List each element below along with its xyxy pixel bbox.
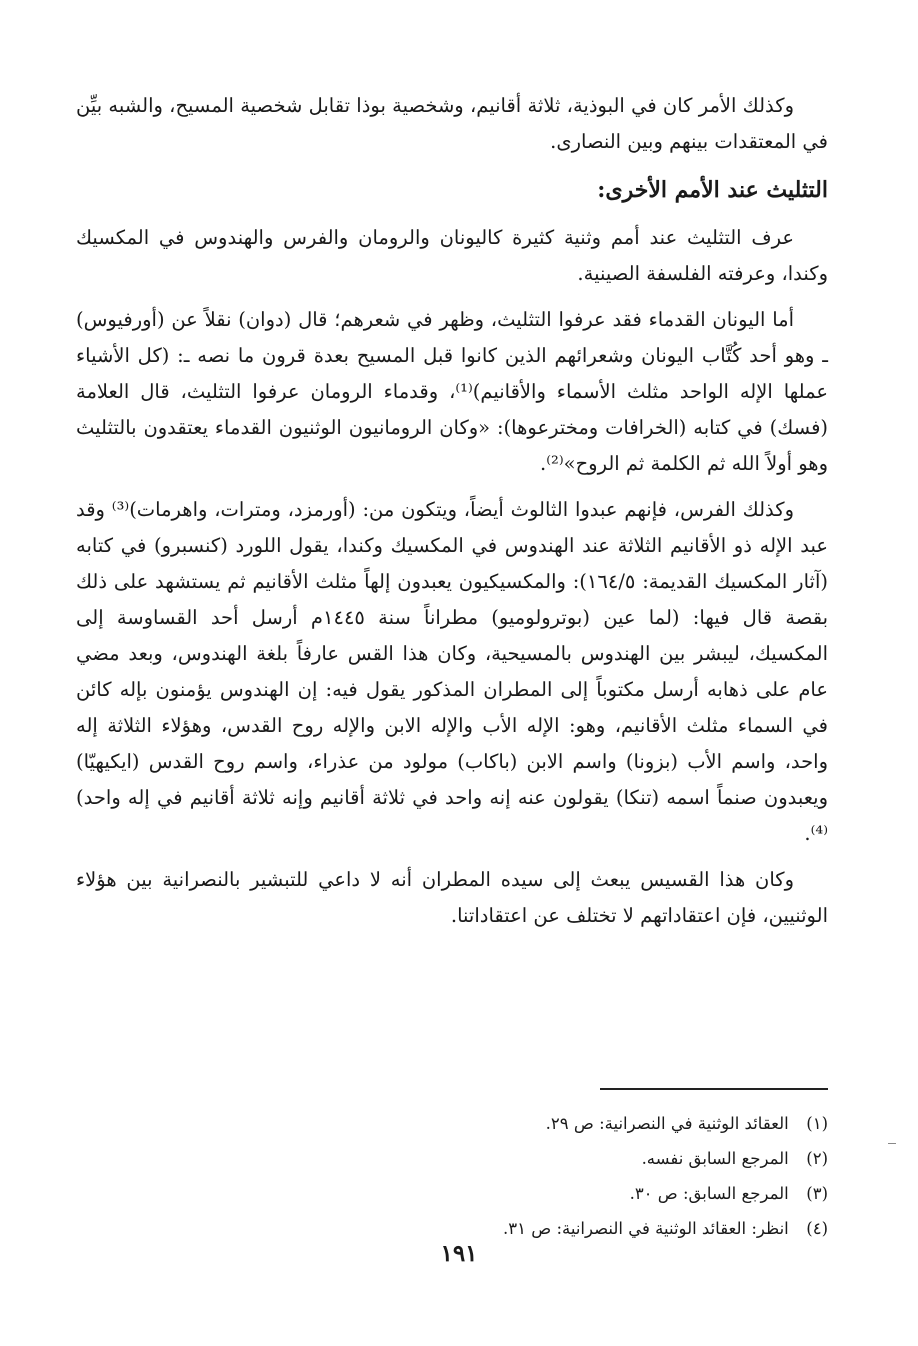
footnote-number: (١) [806, 1114, 828, 1133]
paragraph-greeks-romans: أما اليونان القدماء فقد عرفوا التثليث، وظهر في شعرهم؛ قال (دوان) نقلاً عن (أورفيوس) ـ وهو أحد كُتَّاب اليونان وشعرائهم الذين كانوا قبل المسيح بعدة قرون ما نصه ـ: (كل الأشياء عملها الإله الواحد مثلث الأسماء والأقانيم)⁽¹⁾، وقدماء الرومان عرفوا التثليث، قال العلامة (فسك) في كتابه (الخرافات ومخترعوها): «وكان الرومانيون الوثنيون القدماء يعتقدون بالتثليث وهو أولاً الله ثم الكلمة ثم الروح»⁽²⁾. [76, 308, 828, 475]
scan-edge-mark [888, 1143, 896, 1144]
page-body [76, 88, 828, 934]
footnote-number: (٤) [806, 1219, 828, 1238]
paragraph-buddhism: وكذلك الأمر كان في البوذية، ثلاثة أقانيم، وشخصية بوذا تقابل شخصية المسيح، والشبه بيِّن في المعتقدات بينهم وبين النصارى. [76, 94, 828, 153]
paragraph-persians-mexico: وكذلك الفرس، فإنهم عبدوا الثالوث أيضاً، ويتكون من: (أورمزد، ومترات، واهرمات)⁽³⁾ وقد عبد الإله ذو الأقانيم الثلاثة عند الهندوس في المكسيك وكندا، يقول اللورد (كنسبرو) في كتابه (آثار المكسيك القديمة: ١٦٤/٥): والمكسيكيون يعبدون إلهاً مثلث الأقانيم ثم يستشهد على ذلك بقصة قال فيها: (لما عين (بوترولوميو) مطراناً سنة ١٤٤٥م أرسل أحد القساوسة إلى المكسيك، ليبشر بين الهندوس بالمسيحية، وكان هذا القس عارفاً بلغة الهندوس، وبعد مضي عام على ذهابه أرسل مكتوباً إلى المطران المذكور يقول فيه: إن الهندوس يؤمنون بإله كائن في السماء مثلث الأقانيم، وهو: الإله الأب والإله الابن والإله روح القدس، وهؤلاء الثلاثة إله واحد، واسم الأب (بزونا) واسم الابن (باكاب) مولود من عذراء، واسم روح القدس (ايكيهيّا) ويعبدون صنماً اسمه (تنكا) يقولون عنه إنه واحد في ثلاثة أقانيم وإنه ثلاثة أقانيم في إله واحد)⁽⁴⁾. [76, 498, 828, 845]
page-number: ١٩١ [440, 1240, 478, 1267]
footnote-number: (٢) [806, 1149, 828, 1168]
footnote-item [228, 1141, 828, 1176]
footnote-text: المرجع السابق: ص ٣٠. [629, 1184, 789, 1203]
footnote-item [228, 1176, 828, 1211]
footnote-divider [600, 1088, 828, 1090]
section-heading: التثليث عند الأمم الأخرى: [597, 177, 828, 203]
footnote-text: انظر: العقائد الوثنية في النصرانية: ص ٣١. [503, 1219, 789, 1238]
paragraph-conclusion: وكان هذا القسيس يبعث إلى سيده المطران أنه لا داعي للتبشير بالنصرانية بين هؤلاء الوثنيين، فإن اعتقاداتهم لا تختلف عن اعتقاداتنا. [76, 868, 828, 927]
footnotes-list [228, 1106, 828, 1246]
footnote-item [228, 1106, 828, 1141]
footnote-number: (٣) [806, 1184, 828, 1203]
footnote-text: العقائد الوثنية في النصرانية: ص ٢٩. [545, 1114, 789, 1133]
footnote-text: المرجع السابق نفسه. [641, 1149, 789, 1168]
paragraph-intro: عرف التثليث عند أمم وثنية كثيرة كاليونان والرومان والفرس والهندوس في المكسيك وكندا، وعرفته الفلسفة الصينية. [76, 226, 828, 285]
